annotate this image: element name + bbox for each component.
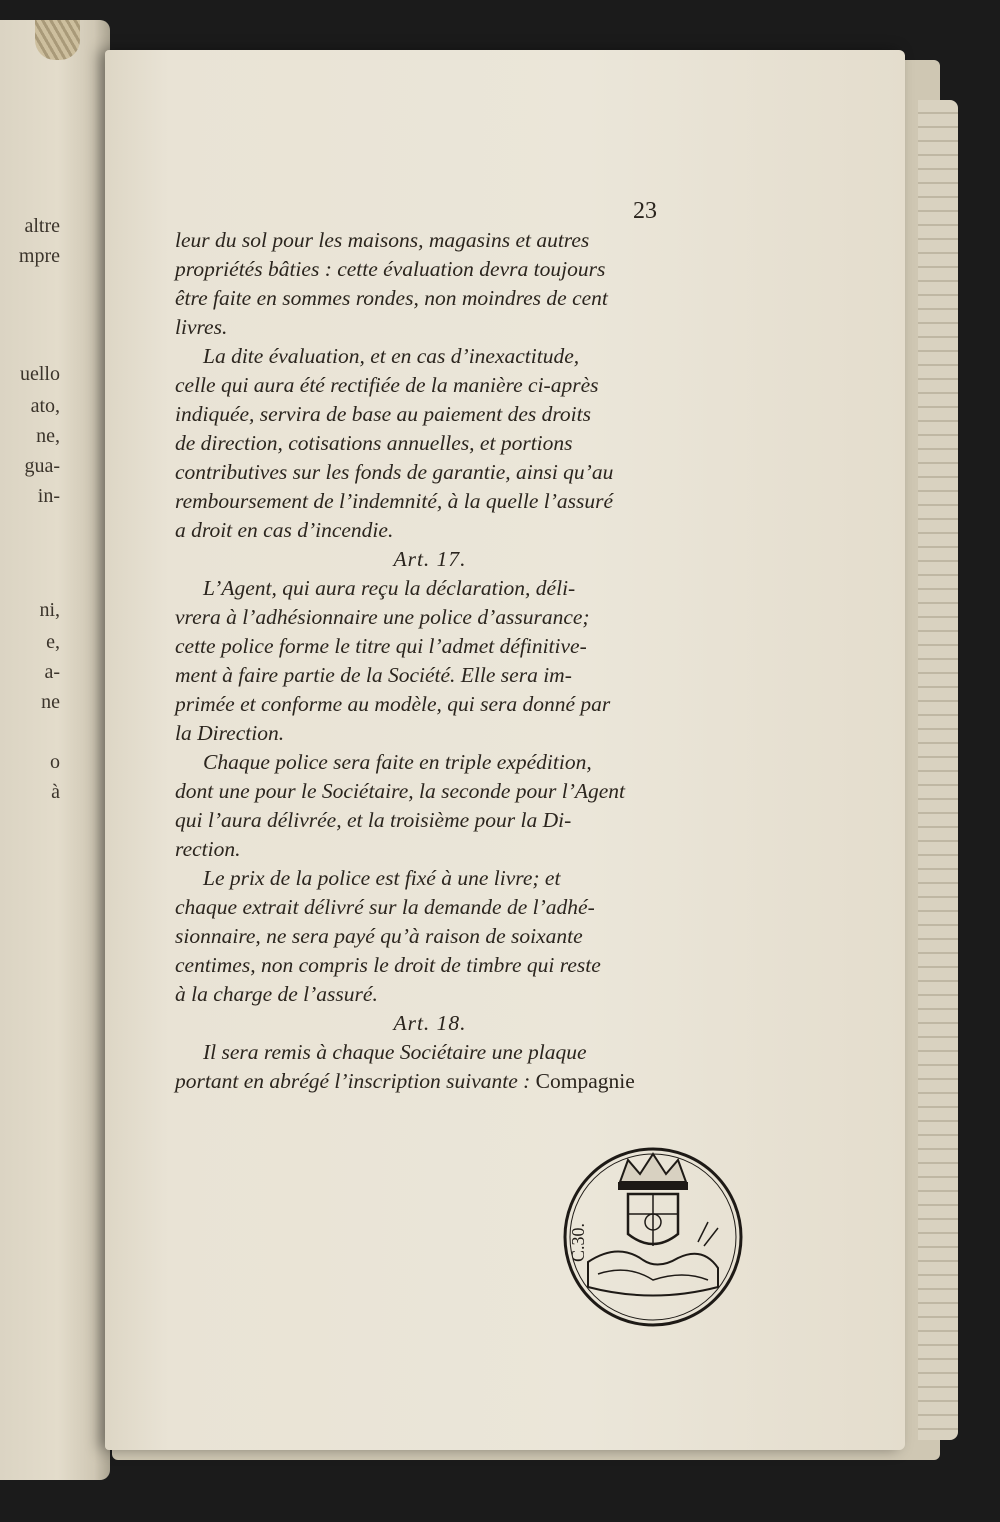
text-line: cette police forme le titre qui l’admet définitive- — [175, 634, 587, 658]
text-line: chaque extrait délivré sur la demande de l’adhé- — [175, 895, 595, 919]
text-line: centimes, non compris le droit de timbre qui reste — [175, 953, 601, 977]
left-fragment: à — [51, 781, 60, 803]
text-line: la Direction. — [175, 721, 285, 745]
article-heading: Art. 18. — [393, 1011, 467, 1035]
text-line: ment à faire partie de la Société. Elle sera im- — [175, 663, 572, 687]
page-text — [175, 226, 685, 1096]
text-span-roman: Compagnie — [535, 1069, 635, 1093]
binding-string — [35, 20, 80, 60]
text-line: celle qui aura été rectifiée de la manière ci-après — [175, 373, 599, 397]
text-line: qui l’aura délivrée, et la troisième pour la Di- — [175, 808, 572, 832]
left-fragment: in- — [37, 485, 60, 507]
text-line: propriétés bâties : cette évaluation devra toujours — [175, 257, 606, 281]
page-edges — [918, 100, 958, 1440]
text-line: Le prix de la police est fixé à une livre; et — [203, 866, 561, 890]
text-line — [175, 1067, 685, 1096]
text-line: Chaque police sera faite en triple expédition, — [203, 750, 592, 774]
text-line: contributives sur les fonds de garantie, ainsi qu’au — [175, 460, 614, 484]
text-line: a droit en cas d’incendie. — [175, 518, 394, 542]
text-line: indiquée, servira de base au paiement des droits — [175, 402, 591, 426]
left-fragment: altre — [24, 215, 60, 237]
text-line: L’Agent, qui aura reçu la déclaration, déli- — [203, 576, 576, 600]
text-line: de direction, cotisations annuelles, et portions — [175, 431, 573, 455]
library-stamp — [558, 1142, 748, 1332]
text-line: Il sera remis à chaque Sociétaire une plaque — [203, 1040, 587, 1064]
stamp-label: C.30. — [568, 1222, 588, 1262]
text-line: sionnaire, ne sera payé qu’à raison de soixante — [175, 924, 583, 948]
text-line: La dite évaluation, et en cas d’inexactitude, — [203, 344, 580, 368]
text-span: portant en abrégé l’inscription suivante : — [175, 1069, 531, 1093]
left-page-margin — [0, 20, 110, 1480]
article-heading: Art. 17. — [393, 547, 467, 571]
text-line: livres. — [175, 315, 228, 339]
left-fragment: ni, — [39, 599, 60, 621]
page-number: 23 — [633, 198, 657, 224]
text-line: remboursement de l’indemnité, à la quelle l’assuré — [175, 489, 614, 513]
text-line: primée et conforme au modèle, qui sera donné par — [175, 692, 611, 716]
left-fragment: ne — [41, 691, 60, 713]
left-fragment: ne, — [36, 425, 60, 447]
left-fragment: gua- — [24, 455, 60, 477]
left-fragment: mpre — [18, 245, 60, 267]
text-line: leur du sol pour les maisons, magasins et autres — [175, 228, 590, 252]
left-fragment: a- — [44, 661, 60, 683]
text-line: rection. — [175, 837, 241, 861]
text-line: à la charge de l’assuré. — [175, 982, 378, 1006]
book-page — [105, 50, 905, 1450]
left-fragment: e, — [46, 631, 60, 653]
left-fragment: o — [50, 751, 60, 773]
left-fragment: ato, — [30, 395, 60, 417]
text-line: vrera à l’adhésionnaire une police d’assurance; — [175, 605, 590, 629]
left-fragment: uello — [20, 363, 60, 385]
text-line: être faite en sommes rondes, non moindres de cent — [175, 286, 608, 310]
text-line: dont une pour le Sociétaire, la seconde pour l’Agent — [175, 779, 626, 803]
